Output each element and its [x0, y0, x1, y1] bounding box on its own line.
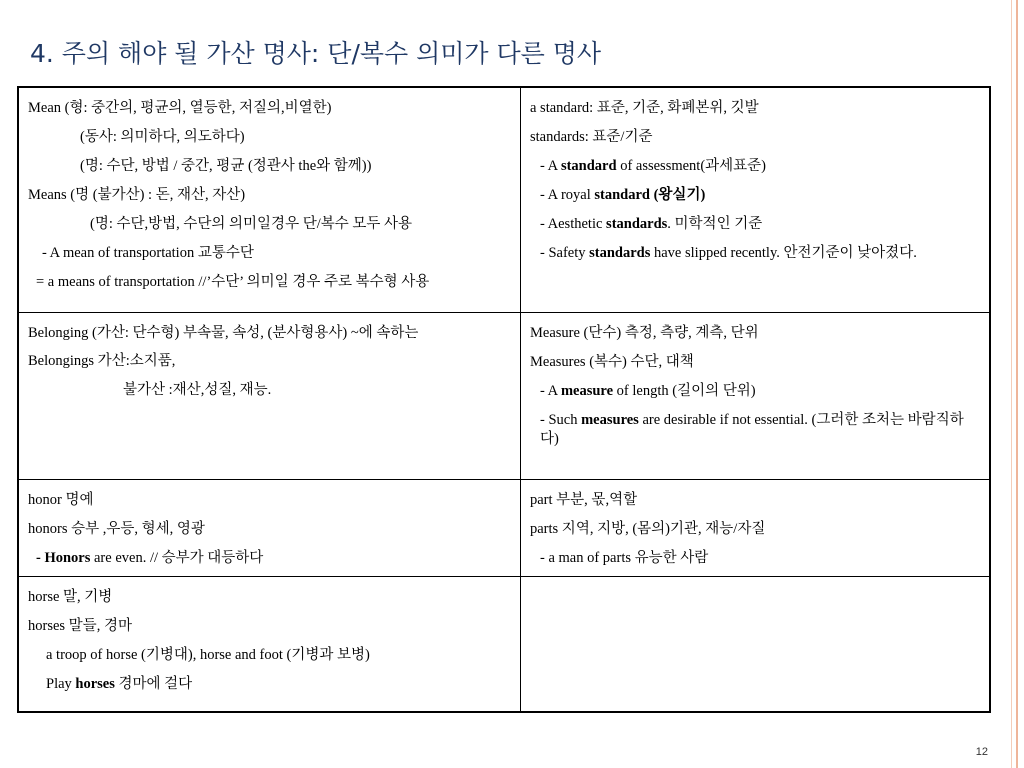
cell-line: (명: 수단, 방법 / 중간, 평균 (정관사 the와 함께)): [80, 158, 372, 174]
cell-line: [530, 406, 980, 453]
cell-line: a standard: 표준, 기준, 화폐본위, 깃발: [530, 100, 759, 116]
table-cell-left: [19, 577, 521, 711]
cell-line: Measures (복수) 수단, 대책: [530, 354, 694, 370]
cell-line: standards: 표준/기준: [530, 129, 653, 145]
cell-line: [530, 181, 980, 210]
bold-term: standards: [589, 245, 651, 261]
cell-line: part 부분, 몫,역할: [530, 492, 638, 508]
table-cell-right: [521, 88, 989, 312]
cell-line: a troop of horse (기병대), horse and foot (기병과 보병): [46, 647, 370, 663]
cell-line: Belonging (가산: 단수형) 부속물, 속성, (분사형용사) ~에 속하는: [28, 325, 419, 341]
text-segment: are desirable if not essential. (그러한 조처는 바람직하다): [540, 412, 964, 447]
cell-line: honors 승부 ,우등, 형세, 영광: [28, 521, 205, 537]
table-row: [19, 88, 989, 313]
cell-line: - A mean of transportation 교통수단: [42, 245, 254, 261]
table-cell-right: [521, 480, 989, 576]
cell-line: - a man of parts 유능한 사람: [540, 550, 709, 566]
vocabulary-table: [17, 86, 991, 713]
cell-line: horse 말, 기병: [28, 589, 113, 605]
cell-line: Measure (단수) 측정, 측량, 계측, 단위: [530, 325, 759, 341]
cell-line: parts 지역, 지방, (몸의)기관, 재능/자질: [530, 521, 766, 537]
cell-line: 불가산 :재산,성질, 재능.: [123, 382, 272, 398]
text-segment: have slipped recently. 안전기준이 낮아졌다.: [650, 245, 917, 261]
cell-line: Belongings 가산:소지품,: [28, 353, 176, 369]
table-cell-right-empty: [521, 577, 989, 711]
cell-line: (명: 수단,방법, 수단의 의미일경우 단/복수 모두 사용: [90, 216, 413, 232]
bold-term: standard: [560, 158, 617, 174]
cell-line: [530, 210, 980, 239]
text-segment: - A: [540, 158, 561, 174]
table-row: [19, 577, 989, 711]
cell-line: = a means of transportation //’수단’ 의미일 경우 주로 복수형 사용: [36, 274, 430, 290]
cell-line: [530, 239, 980, 267]
bold-term: measure: [560, 383, 614, 399]
text-segment: . 미학적인 기준: [667, 216, 763, 232]
table-cell-left: [19, 88, 521, 312]
text-segment: are even. // 승부가 대등하다: [90, 550, 264, 566]
cell-line: [530, 377, 980, 406]
cell-line: [28, 544, 511, 573]
table-cell-left: [19, 480, 521, 576]
text-segment: Play: [46, 676, 76, 692]
text-segment: - Such: [540, 412, 582, 428]
slide-border-accent: [1016, 0, 1018, 768]
text-segment: - Safety: [540, 245, 590, 261]
cell-line: honor 명예: [28, 492, 94, 508]
text-segment: - Aesthetic: [540, 216, 607, 232]
table-row: [19, 313, 989, 480]
slide-title: 4. 주의 해야 될 가산 명사: 단/복수 의미가 다른 명사: [30, 39, 602, 68]
slide-border-accent-thin: [1011, 0, 1012, 768]
bold-term: measures: [581, 412, 639, 428]
cell-line: [28, 670, 511, 699]
text-segment: - A: [540, 383, 561, 399]
cell-line: Means (명 (불가산) : 돈, 재산, 자산): [28, 187, 246, 203]
text-segment: of assessment(과세표준): [616, 158, 767, 174]
cell-line: [530, 152, 980, 181]
bold-term: - Honors: [36, 550, 91, 566]
text-segment: - A royal: [540, 187, 595, 203]
bold-term: standard (왕실기): [594, 187, 706, 203]
cell-line: Mean (형: 중간의, 평균의, 열등한, 저질의,비열한): [28, 100, 332, 116]
table-row: [19, 480, 989, 577]
table-cell-left: [19, 313, 521, 479]
page-number: 12: [975, 746, 988, 758]
text-segment: of length (길이의 단위): [613, 383, 756, 399]
table-cell-right: [521, 313, 989, 479]
cell-line: (동사: 의미하다, 의도하다): [80, 129, 245, 145]
text-segment: 경마에 걸다: [114, 676, 193, 692]
bold-term: horses: [75, 676, 115, 692]
bold-term: standards: [606, 216, 668, 232]
cell-line: horses 말들, 경마: [28, 618, 132, 634]
